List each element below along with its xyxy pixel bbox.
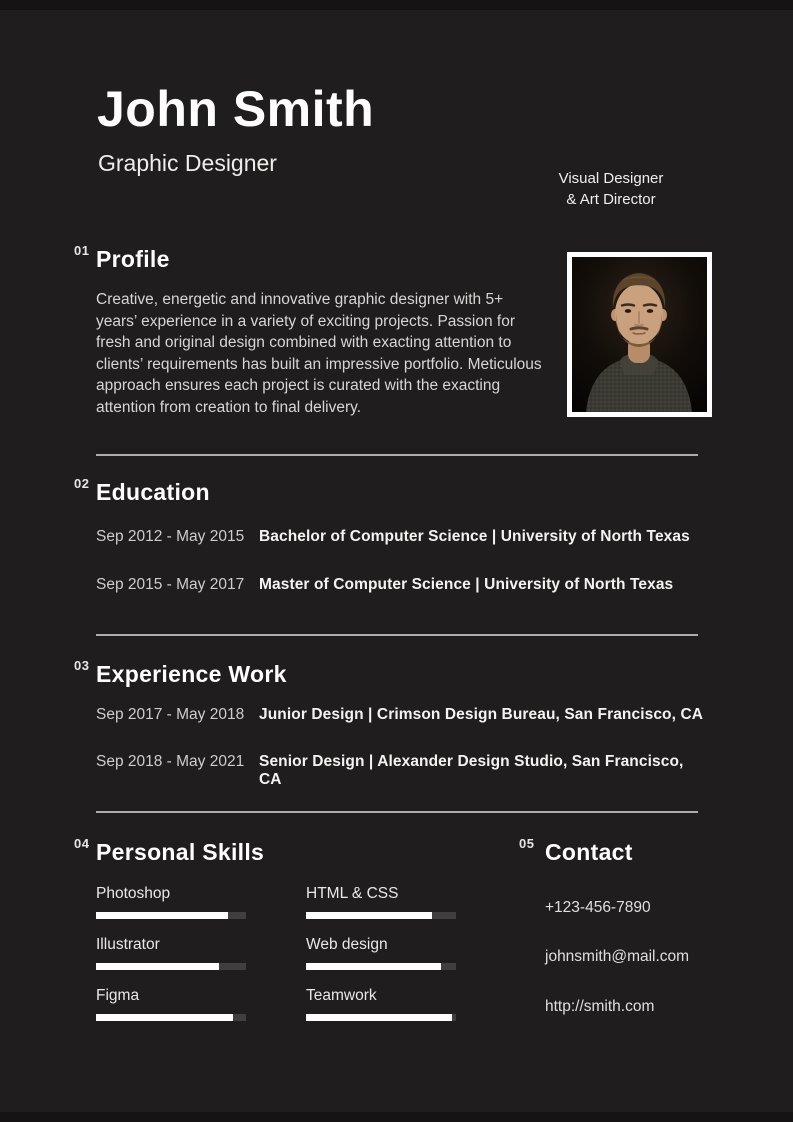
experience-description: Junior Design | Crimson Design Bureau, San Francisco, CA: [259, 706, 704, 723]
contact-email: johnsmith@mail.com: [545, 948, 690, 965]
education-dates: Sep 2015 - May 2017: [96, 576, 245, 593]
experience-dates: Sep 2018 - May 2021: [96, 753, 245, 770]
education-row: [96, 528, 706, 546]
skill-label: Teamwork: [306, 987, 377, 1004]
tagline: [528, 168, 694, 210]
education-row: [96, 576, 706, 594]
contact-website: http://smith.com: [545, 998, 655, 1015]
section-heading-experience: Experience Work: [96, 661, 287, 687]
skill-item: [306, 987, 456, 1021]
profile-photo: [567, 252, 712, 417]
section-number-contact: 05: [519, 836, 535, 851]
skill-item: [96, 936, 246, 970]
education-dates: Sep 2012 - May 2015: [96, 528, 245, 545]
skill-item: [306, 885, 456, 919]
skill-progress-bar: [306, 1014, 452, 1021]
skill-progress-bar: [96, 1014, 233, 1021]
skill-item: [96, 987, 246, 1021]
section-number-skills: 04: [74, 836, 90, 851]
experience-row: [96, 753, 706, 789]
section-heading-profile: Profile: [96, 246, 170, 272]
skill-progress-bar: [96, 963, 219, 970]
tagline-line-2: & Art Director: [566, 191, 656, 208]
experience-dates: Sep 2017 - May 2018: [96, 706, 245, 723]
section-number-experience: 03: [74, 658, 90, 673]
section-number-profile: 01: [74, 243, 90, 258]
section-divider: [96, 811, 698, 813]
section-divider: [96, 454, 698, 456]
education-description: Master of Computer Science | University of North Texas: [259, 576, 674, 593]
skill-progress-bar: [96, 912, 228, 919]
skill-progress-track: [96, 1014, 246, 1021]
section-divider: [96, 634, 698, 636]
experience-row: [96, 706, 706, 724]
section-heading-education: Education: [96, 479, 210, 505]
profile-summary-text: Creative, energetic and innovative graphic designer with 5+ years’ experience in a variety of exciting projects. Passion for fresh and original design combined with exacting attention to clients’ requirements has built an impressive portfolio. Meticulous approach ensures each project is curated with the exacting attention from creation to final delivery.: [96, 291, 542, 416]
tagline-line-1: Visual Designer: [558, 170, 664, 187]
skill-item: [306, 936, 456, 970]
skill-progress-track: [96, 963, 246, 970]
skill-item: [96, 885, 246, 919]
skill-progress-track: [306, 1014, 456, 1021]
skill-label: Web design: [306, 936, 388, 953]
portrait-illustration: [572, 257, 707, 412]
contact-phone: +123-456-7890: [545, 899, 651, 916]
page-title: John Smith: [97, 81, 375, 137]
skill-progress-bar: [306, 912, 432, 919]
section-heading-contact: Contact: [545, 839, 633, 865]
skill-progress-track: [306, 912, 456, 919]
skill-label: Photoshop: [96, 885, 171, 902]
education-description: Bachelor of Computer Science | University of North Texas: [259, 528, 690, 545]
skill-label: Illustrator: [96, 936, 160, 953]
job-title: Graphic Designer: [98, 150, 277, 176]
skill-progress-bar: [306, 963, 441, 970]
section-number-education: 02: [74, 476, 90, 491]
skill-label: Figma: [96, 987, 140, 1004]
skill-label: HTML & CSS: [306, 885, 399, 902]
section-heading-skills: Personal Skills: [96, 839, 265, 865]
skill-progress-track: [96, 912, 246, 919]
experience-description: Senior Design | Alexander Design Studio, San Francisco, CA: [259, 753, 684, 788]
skill-progress-track: [306, 963, 456, 970]
